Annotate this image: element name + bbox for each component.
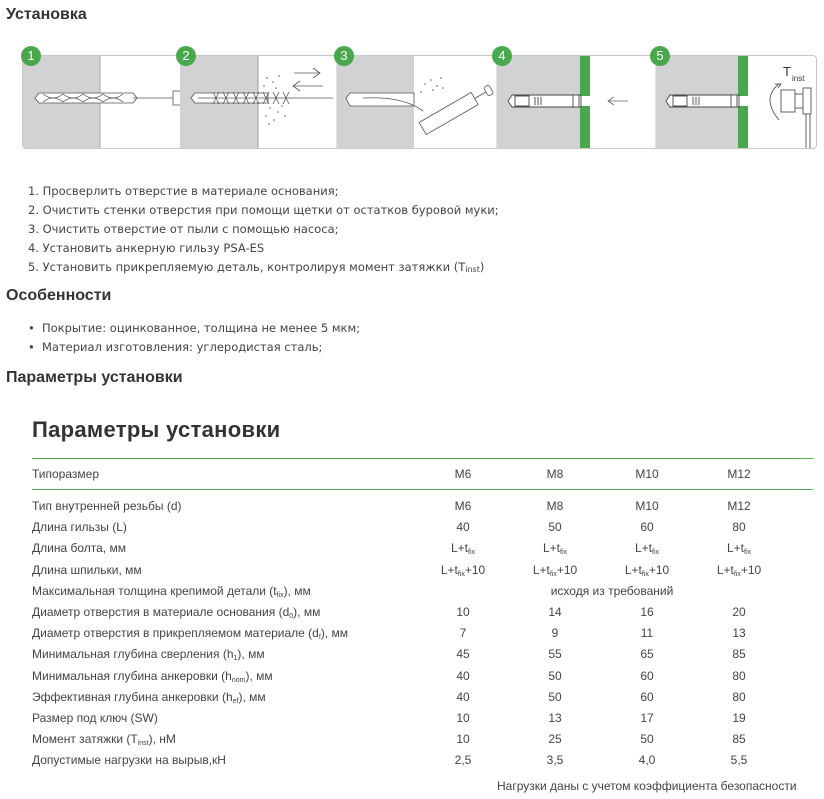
row-value: 80: [732, 520, 746, 535]
safety-note: Нагрузки даны с учетом коэффициента безопасности: [497, 779, 797, 793]
row-value: M6: [454, 499, 472, 513]
row-value: 40: [456, 668, 470, 683]
row-value: 60: [640, 689, 654, 704]
row-value: 13: [548, 711, 562, 725]
torque-label: T: [783, 64, 791, 79]
table-row: [32, 496, 813, 517]
table-row: [32, 517, 813, 538]
fixture-plate-bottom-4: [580, 106, 590, 149]
row-formula: $L+t_{fix}+10$: [440, 562, 486, 578]
table-row: [32, 560, 813, 581]
row-value: 40: [456, 520, 470, 535]
row-value: 13: [732, 626, 746, 641]
row-label: Диаметр отверстия в материале основания $(d_0)$, мм: [32, 605, 321, 620]
installation-steps-list: [28, 182, 499, 277]
row-value: 50: [548, 668, 562, 683]
row-value: 85: [732, 732, 746, 747]
row-label: Момент затяжки $(T_{inst})$, нМ: [32, 732, 176, 748]
fixture-plate-top-5: [738, 56, 748, 96]
step-badge-5: 5: [650, 46, 670, 66]
row-value: 4,0: [638, 753, 656, 768]
dust-particles-3: [420, 77, 444, 93]
features-list: [28, 319, 360, 357]
row-label: Длина шпильки, мм: [32, 562, 142, 577]
step-badge-4: 4: [492, 46, 512, 66]
table-row: [32, 750, 813, 771]
row-formula: $L+t_{fix}+10$: [716, 562, 762, 578]
row-value: 50: [548, 689, 562, 704]
torque-label-sub: inst: [792, 74, 805, 83]
row-formula: $L+t_{fix}$: [634, 541, 659, 557]
row-label: Диаметр отверстия в прикрепляемом материале $(d_f)$, мм: [32, 626, 348, 642]
row-value: 7: [459, 626, 467, 641]
table-row: [32, 538, 813, 559]
row-formula: $L+t_{fix}$: [726, 541, 751, 557]
row-value: 17: [640, 711, 654, 725]
row-value: 55: [548, 647, 562, 662]
installation-illustration: [23, 56, 817, 149]
installation-heading: Установка: [6, 6, 87, 23]
row-span-value: исходя из требований: [550, 583, 674, 598]
row-value: 25: [548, 732, 562, 747]
step-item: 1. Просверлить отверстие в материале основания;: [28, 184, 339, 198]
row-label: Минимальная глубина сверления $(h_1)$, мм: [32, 647, 265, 663]
anchor-installed-icon: [666, 95, 739, 107]
step-badge-3: 3: [334, 46, 354, 66]
row-value: 40: [456, 689, 470, 704]
row-value: 11: [640, 626, 654, 641]
row-label: Эффективная глубина анкеровки $(h_{ef})$, мм: [32, 689, 266, 705]
row-value: 14: [548, 605, 562, 619]
feature-item: • Материал изготовления: углеродистая сталь;: [28, 338, 360, 357]
row-formula: $L+t_{fix}+10$: [624, 562, 670, 578]
table-row: [32, 708, 813, 729]
fixture-plate-top-4: [580, 56, 590, 96]
step-item: 3. Очистить отверстие от пыли с помощью насоса;: [28, 222, 339, 236]
row-formula: $L+t_{fix}$: [450, 541, 475, 557]
row-label: Допустимые нагрузки на вырыв,кН: [32, 753, 226, 768]
anchor-sleeve-icon: [508, 95, 581, 107]
header-size: M10: [635, 467, 659, 481]
row-value: 80: [732, 689, 746, 704]
table-row: [32, 581, 813, 602]
row-value: M10: [635, 499, 659, 513]
header-size: M12: [727, 467, 751, 481]
row-label: Длина болта, мм: [32, 541, 126, 556]
table-row: [32, 644, 813, 665]
row-formula: $L+t_{fix}+10$: [532, 562, 578, 578]
step-item: 5. Установить прикрепляемую деталь, контролируя момент затяжки $(T_{inst})$: [28, 260, 485, 274]
row-value: 85: [732, 647, 746, 662]
header-label: Типоразмер: [32, 467, 99, 481]
row-value: 45: [456, 647, 470, 662]
installation-diagram: [22, 55, 817, 149]
table-header-rule-top: [32, 458, 813, 459]
row-value: 20: [732, 605, 746, 619]
row-label: Длина гильзы (L): [32, 520, 127, 535]
row-label: Максимальная толщина крепимой детали $(t_{fix})$, мм: [32, 583, 311, 599]
row-label: Минимальная глубина анкеровки $(h_{nom})$, мм: [32, 668, 273, 684]
step-item: 4. Установить анкерную гильзу PSA-ES: [28, 241, 265, 255]
params-table-title: Параметры установки: [32, 417, 281, 442]
row-value: 19: [732, 711, 746, 725]
row-value: 60: [640, 520, 654, 535]
row-label: Размер под ключ (SW): [32, 711, 158, 725]
row-value: 10: [456, 605, 470, 619]
fixture-plate-bottom-5: [738, 106, 748, 149]
row-value: M12: [727, 499, 751, 513]
header-size: M6: [454, 467, 472, 481]
row-value: 10: [456, 732, 470, 747]
step-badge-1: 1: [21, 46, 41, 66]
features-heading: Особенности: [6, 287, 112, 304]
header-size: M8: [546, 467, 564, 481]
row-formula: $L+t_{fix}$: [542, 541, 567, 557]
table-header-row: [32, 464, 813, 485]
arrow-left-icon: [608, 97, 628, 105]
row-value: 65: [640, 647, 654, 662]
feature-item: • Покрытие: оцинкованное, толщина не менее 5 мкм;: [28, 319, 360, 338]
table-row: [32, 687, 813, 708]
step-item: 2. Очистить стенки отверстия при помощи щетки от остатков буровой муки;: [28, 203, 499, 217]
row-value: 50: [640, 732, 654, 747]
row-value: 2,5: [454, 753, 472, 768]
table-header-rule-bottom: [32, 489, 813, 490]
row-value: M8: [546, 499, 564, 513]
torque-wrench-icon: [770, 84, 811, 149]
table-row: [32, 729, 813, 750]
row-value: 9: [551, 626, 559, 641]
params-heading: Параметры установки: [6, 369, 183, 386]
row-value: 50: [548, 520, 562, 535]
table-row: [32, 602, 813, 623]
row-value: 16: [640, 605, 654, 619]
row-label: Тип внутренней резьбы (d): [32, 499, 182, 513]
table-row: [32, 666, 813, 687]
row-value: 80: [732, 668, 746, 683]
table-row: [32, 623, 813, 644]
row-value: 10: [456, 711, 470, 725]
row-value: 5,5: [730, 753, 748, 768]
row-value: 60: [640, 668, 654, 683]
row-value: 3,5: [546, 753, 564, 768]
step-badge-2: 2: [176, 46, 196, 66]
